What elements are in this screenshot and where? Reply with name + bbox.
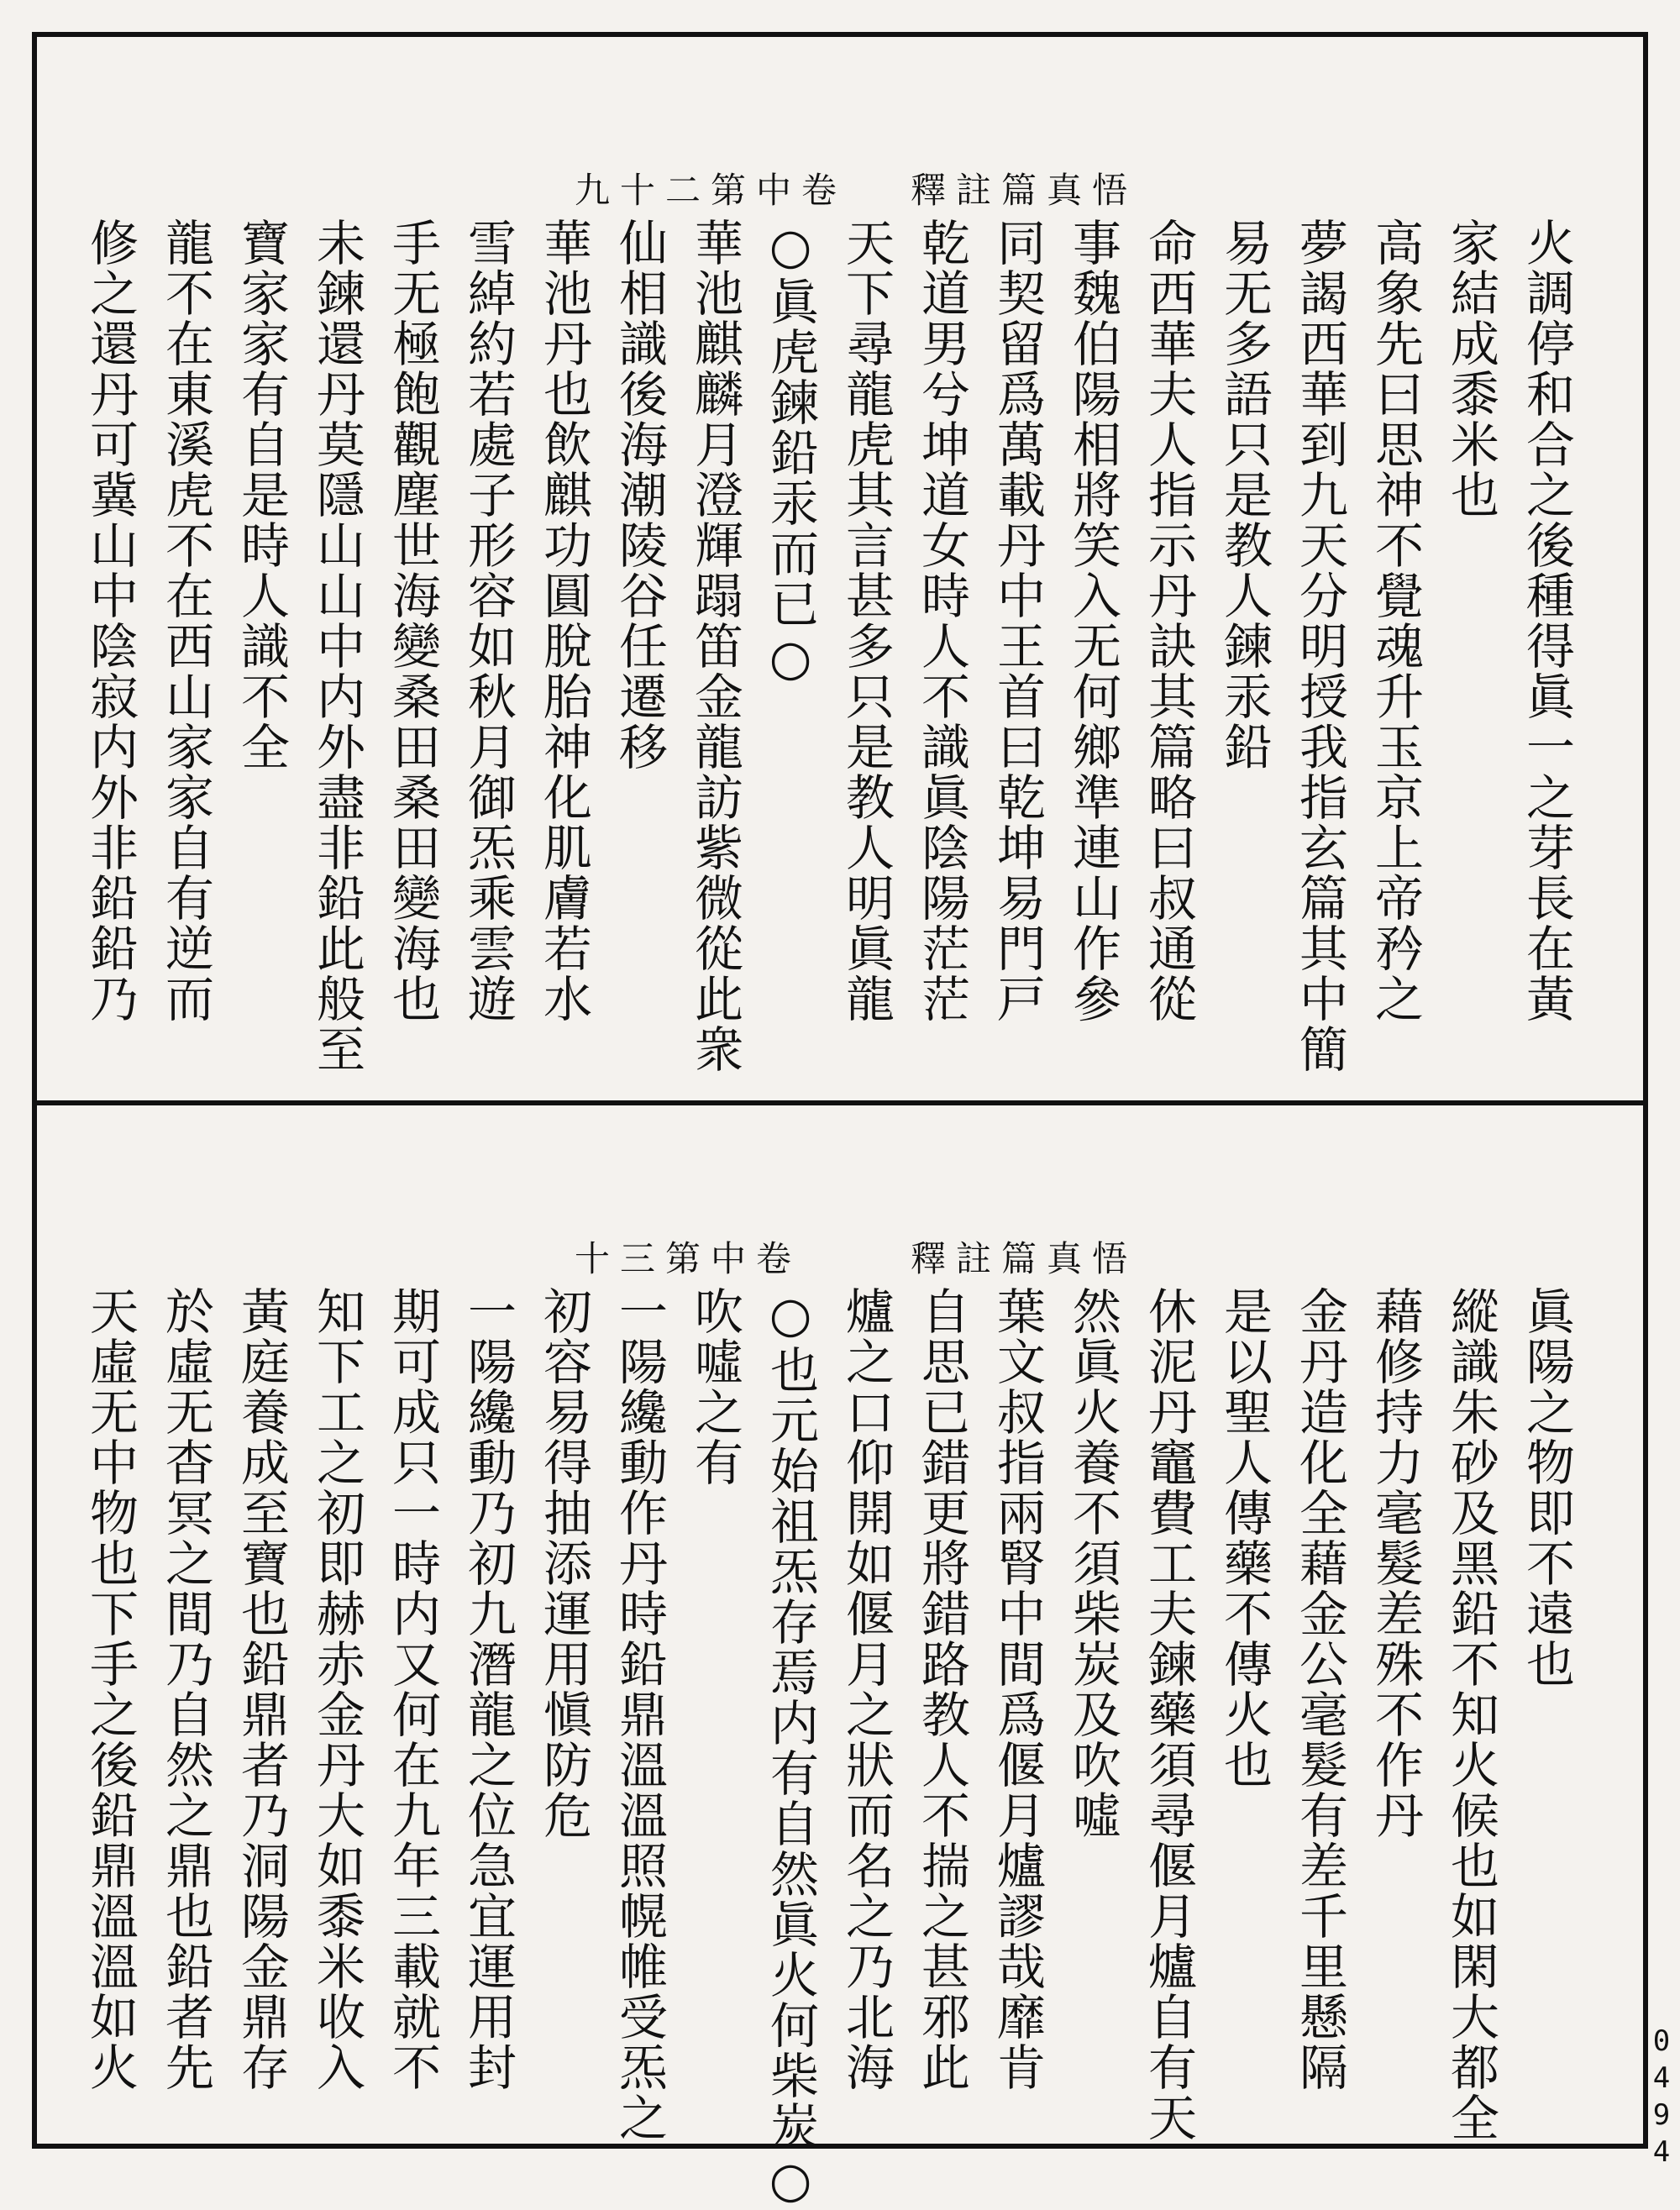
top-chapter-label: 卷中第二十九 bbox=[575, 170, 848, 211]
bottom-page bbox=[37, 1105, 1643, 2210]
text-column: 仙相識後海潮陵谷任遷移 bbox=[611, 218, 668, 772]
text-column: 雪綽約若處子形容如秋月御炁乘雲遊 bbox=[459, 218, 517, 1024]
text-column: 知下工之初即赫赤金丹大如黍米收入 bbox=[308, 1286, 365, 2092]
text-column: 天虛无中物也下手之後鉛鼎溫溫如火 bbox=[81, 1286, 139, 2092]
text-column: 期可成只一時内又何在九年三載就不 bbox=[384, 1286, 441, 2092]
text-column: 藉修持力毫髮差殊不作丹 bbox=[1367, 1286, 1424, 1840]
text-column: 高象先曰思神不覺魂升玉京上帝矜之 bbox=[1367, 218, 1424, 1024]
text-column: 爐之口仰開如偃月之狀而名之乃北海 bbox=[837, 1286, 895, 2092]
text-column: 吹噓之有 bbox=[686, 1286, 743, 1488]
text-column: 家結成黍米也 bbox=[1442, 218, 1499, 520]
text-column: 於虛无杳冥之間乃自然之鼎也鉛者先 bbox=[157, 1286, 214, 2092]
text-column: 葉文叔指兩腎中間爲偃月爐謬哉靡肯 bbox=[989, 1286, 1046, 2092]
top-book-title: 悟真篇註釋 bbox=[911, 170, 1138, 211]
text-column: 一陽纔動乃初九潛龍之位急宜運用封 bbox=[459, 1286, 517, 2092]
text-column: 寶家家有自是時人識不全 bbox=[233, 218, 290, 772]
text-column: 休泥丹竈費工夫鍊藥須尋偃月爐自有天 bbox=[1140, 1286, 1197, 2143]
bottom-chapter-label: 卷中第三十 bbox=[575, 1238, 802, 1279]
bottom-header bbox=[37, 1231, 1643, 1282]
text-column: 眞陽之物即不遠也 bbox=[1518, 1286, 1575, 1689]
text-column: 華池麒麟月澄輝蹋笛金龍訪紫微從此衆 bbox=[686, 218, 743, 1074]
text-column: 夢謁西華到九天分明授我指玄篇其中簡 bbox=[1291, 218, 1348, 1074]
text-column: 縱識朱砂及黑鉛不知火候也如閑大都全 bbox=[1442, 1286, 1499, 2143]
top-page bbox=[37, 37, 1643, 1100]
text-column: 事魏伯陽相將笑入无何鄉準連山作參 bbox=[1064, 218, 1121, 1024]
text-column: 一陽纔動作丹時鉛鼎溫溫照幌帷受炁之 bbox=[611, 1286, 668, 2143]
text-column: 然眞火養不須柴炭及吹噓 bbox=[1064, 1286, 1121, 1840]
text-column: 手无極飽觀塵世海變桑田桑田變海也 bbox=[384, 218, 441, 1024]
text-column: 乾道男兮坤道女時人不識眞陰陽茫茫 bbox=[913, 218, 970, 1024]
text-column: ○也元始祖炁存焉内有自然眞火何柴炭○ bbox=[762, 1286, 819, 2210]
text-column: 修之還丹可冀山中陰寂内外非鉛鉛乃 bbox=[81, 218, 139, 1024]
text-column: 易无多語只是教人鍊汞鉛 bbox=[1215, 218, 1273, 772]
text-column: 天下尋龍虎其言甚多只是教人明眞龍 bbox=[837, 218, 895, 1024]
text-column: 金丹造化全藉金公毫髮有差千里懸隔 bbox=[1291, 1286, 1348, 2092]
page-number: 0494 bbox=[1645, 2024, 1678, 2172]
text-column: 黃庭養成至寶也鉛鼎者乃洞陽金鼎存 bbox=[233, 1286, 290, 2092]
top-header bbox=[37, 163, 1643, 213]
text-column: 華池丹也飲麒功圓脫胎神化肌膚若水 bbox=[535, 218, 592, 1024]
text-column: 初容易得抽添運用愼防危 bbox=[535, 1286, 592, 1840]
text-column: ○眞虎鍊鉛汞而已○ bbox=[762, 218, 819, 688]
bottom-text-columns bbox=[72, 1286, 1584, 2210]
text-column: 自思已錯更將錯路教人不揣之甚邪此 bbox=[913, 1286, 970, 2092]
text-column: 火調停和合之後種得眞一之芽長在黃 bbox=[1518, 218, 1575, 1024]
bottom-book-title: 悟真篇註釋 bbox=[911, 1238, 1138, 1279]
text-column: 龍不在東溪虎不在西山家家自有逆而 bbox=[157, 218, 214, 1024]
text-column: 未鍊還丹莫隱山山中内外盡非鉛此般至 bbox=[308, 218, 365, 1074]
text-column: 命西華夫人指示丹訣其篇略曰叔通從 bbox=[1140, 218, 1197, 1024]
text-column: 同契留爲萬載丹中王首曰乾坤易門戸 bbox=[989, 218, 1046, 1024]
top-text-columns bbox=[72, 218, 1584, 1091]
text-column: 是以聖人傳藥不傳火也 bbox=[1215, 1286, 1273, 1790]
